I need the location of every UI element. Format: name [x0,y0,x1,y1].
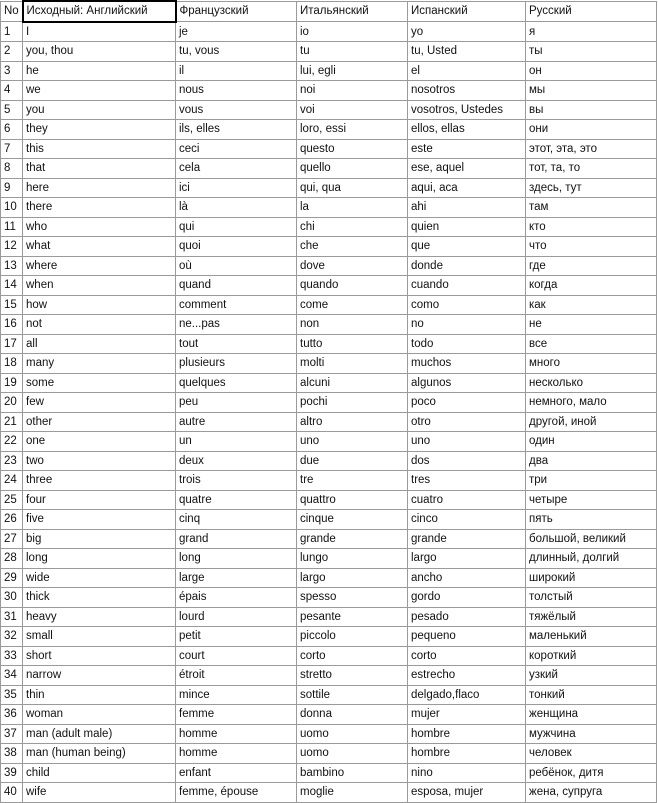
cell-french[interactable]: enfant [176,763,297,783]
cell-spanish[interactable]: vosotros, Ustedes [408,100,526,120]
cell-russian[interactable]: толстый [526,588,657,608]
cell-english[interactable]: there [23,198,176,218]
cell-italian[interactable]: altro [297,412,408,432]
cell-number[interactable]: 39 [1,763,23,783]
cell-number[interactable]: 7 [1,139,23,159]
cell-spanish[interactable]: uno [408,432,526,452]
header-cell-russian[interactable]: Русский [526,1,657,22]
cell-french[interactable]: autre [176,412,297,432]
cell-english[interactable]: how [23,295,176,315]
cell-russian[interactable]: три [526,471,657,491]
cell-number[interactable]: 22 [1,432,23,452]
cell-italian[interactable]: non [297,315,408,335]
cell-italian[interactable]: stretto [297,666,408,686]
cell-italian[interactable]: moglie [297,783,408,803]
table-row [1,646,657,666]
cell-number[interactable]: 5 [1,100,23,120]
cell-spanish[interactable]: hombre [408,724,526,744]
cell-italian[interactable]: lungo [297,549,408,569]
cell-spanish[interactable]: quien [408,217,526,237]
table-row [1,373,657,393]
cell-number[interactable]: 15 [1,295,23,315]
table-row [1,198,657,218]
cell-italian[interactable]: quattro [297,490,408,510]
cell-french[interactable]: qui [176,217,297,237]
table-row [1,744,657,764]
cell-english[interactable]: some [23,373,176,393]
cell-number[interactable]: 30 [1,588,23,608]
cell-spanish[interactable]: dos [408,451,526,471]
cell-spanish[interactable]: pesado [408,607,526,627]
cell-russian[interactable]: мужчина [526,724,657,744]
cell-english[interactable]: big [23,529,176,549]
cell-number[interactable]: 35 [1,685,23,705]
cell-russian[interactable]: тяжёлый [526,607,657,627]
cell-number[interactable]: 9 [1,178,23,198]
cell-number[interactable]: 29 [1,568,23,588]
cell-english[interactable]: all [23,334,176,354]
table-row [1,276,657,296]
cell-english[interactable]: heavy [23,607,176,627]
table-row [1,685,657,705]
header-cell-spanish[interactable]: Испанский [408,1,526,22]
cell-spanish[interactable]: algunos [408,373,526,393]
cell-french[interactable]: quand [176,276,297,296]
cell-french[interactable]: deux [176,451,297,471]
cell-french[interactable]: quatre [176,490,297,510]
cell-italian[interactable]: come [297,295,408,315]
cell-russian[interactable]: узкий [526,666,657,686]
cell-russian[interactable]: кто [526,217,657,237]
cell-number[interactable]: 12 [1,237,23,257]
cell-italian[interactable]: tu [297,42,408,62]
table-row [1,724,657,744]
table-row [1,529,657,549]
header-cell-italian[interactable]: Итальянский [297,1,408,22]
cell-spanish[interactable]: cinco [408,510,526,530]
cell-russian[interactable]: он [526,61,657,81]
table-row [1,354,657,374]
cell-spanish[interactable]: estrecho [408,666,526,686]
cell-spanish[interactable]: ahi [408,198,526,218]
cell-number[interactable]: 40 [1,783,23,803]
cell-number[interactable]: 33 [1,646,23,666]
cell-number[interactable]: 36 [1,705,23,725]
cell-english[interactable]: five [23,510,176,530]
cell-number[interactable]: 16 [1,315,23,335]
cell-spanish[interactable]: nosotros [408,81,526,101]
table-row [1,81,657,101]
cell-spanish[interactable]: tu, Usted [408,42,526,62]
cell-number[interactable]: 8 [1,159,23,179]
cell-english[interactable]: three [23,471,176,491]
cell-french[interactable]: homme [176,744,297,764]
cell-spanish[interactable]: cuando [408,276,526,296]
cell-spanish[interactable]: donde [408,256,526,276]
cell-french[interactable]: homme [176,724,297,744]
cell-english[interactable]: thick [23,588,176,608]
cell-italian[interactable]: dove [297,256,408,276]
cell-english[interactable]: they [23,120,176,140]
cell-russian[interactable]: один [526,432,657,452]
cell-russian[interactable]: большой, великий [526,529,657,549]
header-cell-french[interactable]: Французский [176,1,297,22]
cell-russian[interactable]: этот, эта, это [526,139,657,159]
table-row [1,607,657,627]
cell-english[interactable]: two [23,451,176,471]
cell-spanish[interactable]: ese, aquel [408,159,526,179]
cell-french[interactable]: là [176,198,297,218]
cell-english[interactable]: four [23,490,176,510]
table-row [1,237,657,257]
cell-russian[interactable]: короткий [526,646,657,666]
cell-spanish[interactable]: cuatro [408,490,526,510]
cell-italian[interactable]: voi [297,100,408,120]
cell-russian[interactable]: ребёнок, дитя [526,763,657,783]
cell-number[interactable]: 26 [1,510,23,530]
cell-spanish[interactable]: poco [408,393,526,413]
cell-italian[interactable]: uno [297,432,408,452]
table-row [1,568,657,588]
cell-russian[interactable]: здесь, тут [526,178,657,198]
cell-english[interactable]: who [23,217,176,237]
cell-english[interactable]: wide [23,568,176,588]
cell-english[interactable]: one [23,432,176,452]
cell-french[interactable]: lourd [176,607,297,627]
table-row [1,22,657,42]
cell-spanish[interactable]: ancho [408,568,526,588]
cell-spanish[interactable]: ellos, ellas [408,120,526,140]
cell-number[interactable]: 28 [1,549,23,569]
cell-number[interactable]: 31 [1,607,23,627]
table-row [1,763,657,783]
cell-french[interactable]: vous [176,100,297,120]
cell-italian[interactable]: lui, egli [297,61,408,81]
cell-number[interactable]: 27 [1,529,23,549]
cell-french[interactable]: il [176,61,297,81]
header-cell-english[interactable]: Исходный: Английский [23,1,176,22]
cell-russian[interactable]: как [526,295,657,315]
cell-spanish[interactable]: grande [408,529,526,549]
cell-french[interactable]: petit [176,627,297,647]
cell-french[interactable]: quoi [176,237,297,257]
cell-english[interactable]: he [23,61,176,81]
cell-spanish[interactable]: pequeno [408,627,526,647]
cell-russian[interactable]: немного, мало [526,393,657,413]
cell-russian[interactable]: два [526,451,657,471]
cell-french[interactable]: long [176,549,297,569]
table-row [1,217,657,237]
cell-italian[interactable]: sottile [297,685,408,705]
cell-french[interactable]: un [176,432,297,452]
cell-number[interactable]: 20 [1,393,23,413]
cell-spanish[interactable]: corto [408,646,526,666]
cell-spanish[interactable]: hombre [408,744,526,764]
cell-italian[interactable]: qui, qua [297,178,408,198]
cell-french[interactable]: ne...pas [176,315,297,335]
cell-spanish[interactable]: todo [408,334,526,354]
cell-number[interactable]: 6 [1,120,23,140]
cell-italian[interactable]: pochi [297,393,408,413]
cell-number[interactable]: 38 [1,744,23,764]
cell-italian[interactable]: due [297,451,408,471]
cell-italian[interactable]: la [297,198,408,218]
cell-english[interactable]: narrow [23,666,176,686]
table-row [1,666,657,686]
cell-italian[interactable]: cinque [297,510,408,530]
table-row [1,510,657,530]
table-body [1,22,657,803]
cell-english[interactable]: other [23,412,176,432]
cell-english[interactable]: not [23,315,176,335]
cell-english[interactable]: thin [23,685,176,705]
cell-italian[interactable]: questo [297,139,408,159]
table-row [1,393,657,413]
table-row [1,61,657,81]
cell-number[interactable]: 4 [1,81,23,101]
cell-russian[interactable]: человек [526,744,657,764]
cell-number[interactable]: 11 [1,217,23,237]
table-row [1,705,657,725]
cell-french[interactable]: ils, elles [176,120,297,140]
cell-english[interactable]: what [23,237,176,257]
cell-french[interactable]: comment [176,295,297,315]
cell-spanish[interactable]: no [408,315,526,335]
cell-english[interactable]: few [23,393,176,413]
table-row [1,627,657,647]
cell-spanish[interactable]: otro [408,412,526,432]
cell-russian[interactable]: пять [526,510,657,530]
cell-russian[interactable]: не [526,315,657,335]
cell-number[interactable]: 3 [1,61,23,81]
cell-italian[interactable]: chi [297,217,408,237]
cell-number[interactable]: 21 [1,412,23,432]
cell-russian[interactable]: тонкий [526,685,657,705]
cell-number[interactable]: 37 [1,724,23,744]
cell-french[interactable]: cela [176,159,297,179]
cell-french[interactable]: trois [176,471,297,491]
cell-russian[interactable]: все [526,334,657,354]
cell-french[interactable]: peu [176,393,297,413]
header-row [1,1,657,22]
cell-english[interactable]: long [23,549,176,569]
cell-italian[interactable]: che [297,237,408,257]
table-row [1,139,657,159]
cell-italian[interactable]: tre [297,471,408,491]
cell-russian[interactable]: я [526,22,657,42]
cell-spanish[interactable]: delgado,flaco [408,685,526,705]
cell-french[interactable]: tu, vous [176,42,297,62]
cell-number[interactable]: 32 [1,627,23,647]
table-row [1,549,657,569]
cell-italian[interactable]: tutto [297,334,408,354]
header-cell-number[interactable]: No [1,1,23,22]
table-row [1,42,657,62]
cell-french[interactable]: étroit [176,666,297,686]
cell-russian[interactable]: когда [526,276,657,296]
cell-italian[interactable]: grande [297,529,408,549]
cell-italian[interactable]: uomo [297,744,408,764]
cell-english[interactable]: man (adult male) [23,724,176,744]
cell-number[interactable]: 1 [1,22,23,42]
cell-russian[interactable]: мы [526,81,657,101]
cell-italian[interactable]: corto [297,646,408,666]
table-row [1,120,657,140]
cell-english[interactable]: many [23,354,176,374]
cell-number[interactable]: 13 [1,256,23,276]
cell-italian[interactable]: io [297,22,408,42]
cell-number[interactable]: 19 [1,373,23,393]
cell-russian[interactable]: другой, иной [526,412,657,432]
table-row [1,490,657,510]
table-row [1,334,657,354]
cell-english[interactable]: man (human being) [23,744,176,764]
table-row [1,432,657,452]
cell-english[interactable]: small [23,627,176,647]
cell-russian[interactable]: жена, супруга [526,783,657,803]
table-row [1,178,657,198]
cell-french[interactable]: femme [176,705,297,725]
cell-spanish[interactable]: tres [408,471,526,491]
cell-russian[interactable]: много [526,354,657,374]
cell-russian[interactable]: они [526,120,657,140]
cell-english[interactable]: that [23,159,176,179]
cell-number[interactable]: 17 [1,334,23,354]
cell-number[interactable]: 2 [1,42,23,62]
cell-french[interactable]: ici [176,178,297,198]
cell-french[interactable]: large [176,568,297,588]
cell-italian[interactable]: bambino [297,763,408,783]
cell-italian[interactable]: largo [297,568,408,588]
cell-spanish[interactable]: muchos [408,354,526,374]
cell-russian[interactable]: там [526,198,657,218]
cell-english[interactable]: here [23,178,176,198]
cell-number[interactable]: 23 [1,451,23,471]
cell-english[interactable]: short [23,646,176,666]
cell-italian[interactable]: alcuni [297,373,408,393]
cell-russian[interactable]: длинный, долгий [526,549,657,569]
table-row [1,256,657,276]
cell-french[interactable]: mince [176,685,297,705]
cell-italian[interactable]: loro, essi [297,120,408,140]
cell-french[interactable]: court [176,646,297,666]
cell-french[interactable]: tout [176,334,297,354]
table-row [1,295,657,315]
cell-english[interactable]: where [23,256,176,276]
cell-italian[interactable]: uomo [297,724,408,744]
cell-french[interactable]: je [176,22,297,42]
cell-french[interactable]: nous [176,81,297,101]
cell-french[interactable]: femme, épouse [176,783,297,803]
cell-italian[interactable]: quando [297,276,408,296]
cell-french[interactable]: épais [176,588,297,608]
table-row [1,451,657,471]
cell-spanish[interactable]: que [408,237,526,257]
cell-french[interactable]: grand [176,529,297,549]
table-row [1,159,657,179]
table-row [1,471,657,491]
cell-english[interactable]: you, thou [23,42,176,62]
cell-spanish[interactable]: gordo [408,588,526,608]
cell-russian[interactable]: ты [526,42,657,62]
cell-french[interactable]: où [176,256,297,276]
cell-russian[interactable]: маленький [526,627,657,647]
table-row [1,588,657,608]
cell-italian[interactable]: quello [297,159,408,179]
table-row [1,783,657,803]
cell-russian[interactable]: где [526,256,657,276]
cell-number[interactable]: 24 [1,471,23,491]
cell-russian[interactable]: что [526,237,657,257]
cell-number[interactable]: 25 [1,490,23,510]
cell-spanish[interactable]: el [408,61,526,81]
cell-english[interactable]: when [23,276,176,296]
cell-english[interactable]: wife [23,783,176,803]
cell-russian[interactable]: тот, та, то [526,159,657,179]
cell-spanish[interactable]: este [408,139,526,159]
cell-russian[interactable]: широкий [526,568,657,588]
cell-italian[interactable]: donna [297,705,408,725]
cell-italian[interactable]: noi [297,81,408,101]
cell-number[interactable]: 14 [1,276,23,296]
cell-russian[interactable]: вы [526,100,657,120]
cell-italian[interactable]: spesso [297,588,408,608]
cell-french[interactable]: cinq [176,510,297,530]
cell-english[interactable]: child [23,763,176,783]
cell-number[interactable]: 10 [1,198,23,218]
cell-spanish[interactable]: aqui, aca [408,178,526,198]
cell-spanish[interactable]: esposa, mujer [408,783,526,803]
cell-spanish[interactable]: como [408,295,526,315]
cell-english[interactable]: this [23,139,176,159]
cell-french[interactable]: plusieurs [176,354,297,374]
cell-italian[interactable]: piccolo [297,627,408,647]
table-row [1,412,657,432]
cell-italian[interactable]: pesante [297,607,408,627]
cell-russian[interactable]: несколько [526,373,657,393]
cell-spanish[interactable]: largo [408,549,526,569]
cell-spanish[interactable]: nino [408,763,526,783]
cell-english[interactable]: I [23,22,176,42]
table-row [1,100,657,120]
cell-spanish[interactable]: yo [408,22,526,42]
cell-spanish[interactable]: mujer [408,705,526,725]
cell-russian[interactable]: женщина [526,705,657,725]
cell-french[interactable]: ceci [176,139,297,159]
cell-number[interactable]: 18 [1,354,23,374]
table-row [1,315,657,335]
cell-french[interactable]: quelques [176,373,297,393]
cell-italian[interactable]: molti [297,354,408,374]
cell-english[interactable]: you [23,100,176,120]
cell-english[interactable]: woman [23,705,176,725]
cell-english[interactable]: we [23,81,176,101]
cell-russian[interactable]: четыре [526,490,657,510]
cell-number[interactable]: 34 [1,666,23,686]
